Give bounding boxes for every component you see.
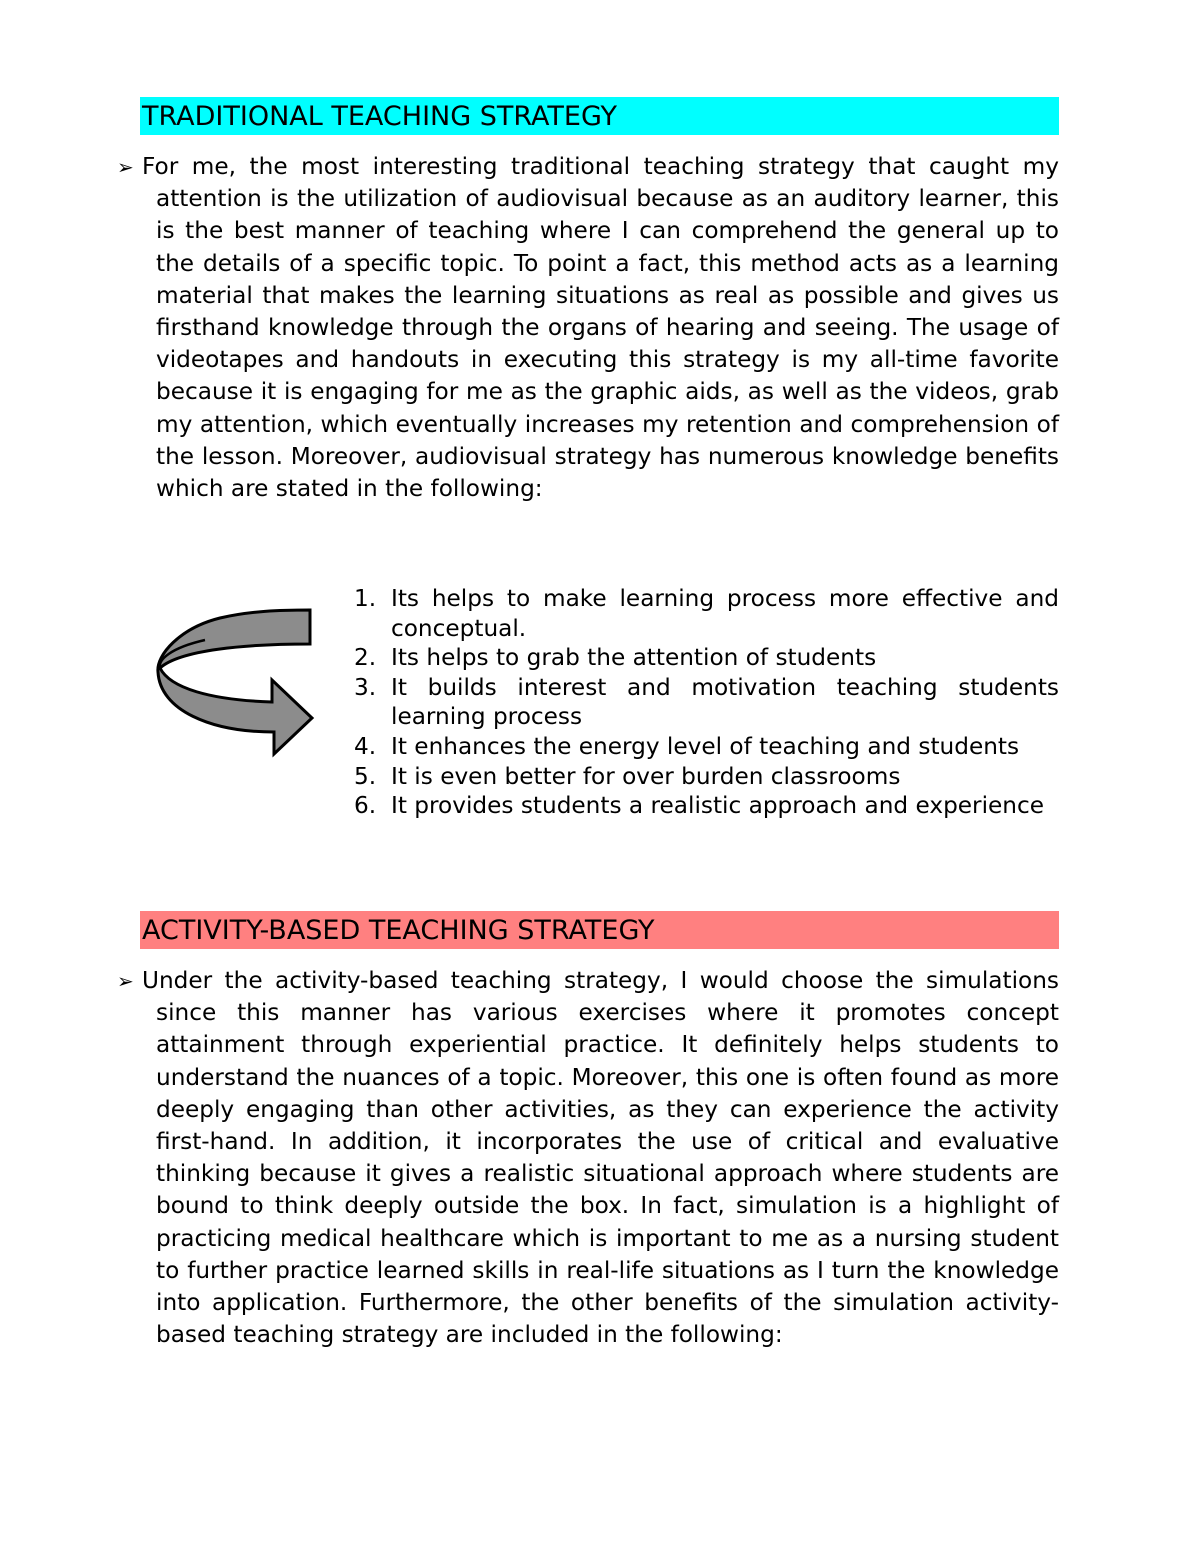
benefits-list — [350, 584, 1059, 821]
list-number: 2. — [354, 644, 377, 672]
list-item — [350, 791, 1059, 821]
list-number: 6. — [354, 792, 377, 820]
paragraph-traditional: For me, the most interesting traditional teaching strategy that caught my attention is the utilization of audiovisual because as an auditory learner, this is the best manner of teaching where I can comprehend the general up to the details of a specific topic. To point a fact, this method acts as a learning material that makes the learning situations as real as possible and gives us firsthand knowledge through the organs of hearing and seeing. The usage of videotapes and handouts in executing this strategy is my all-time favorite because it is engaging for me as the graphic aids, as well as the videos, grab my attention, which eventually increases my retention and comprehension of the lesson. Moreover, audiovisual strategy has numerous knowledge benefits which are stated in the following: — [142, 153, 1059, 503]
list-item-text: It enhances the energy level of teaching and students — [391, 732, 1020, 760]
list-number: 5. — [354, 762, 377, 790]
section-heading-traditional: TRADITIONAL TEACHING STRATEGY — [140, 97, 1059, 135]
list-item — [350, 732, 1059, 762]
arrowhead-bullet-icon: ➢ — [117, 155, 134, 179]
arrowhead-bullet-icon: ➢ — [117, 969, 134, 993]
list-item-text: It is even better for over burden classrooms — [391, 762, 901, 790]
list-item — [350, 762, 1059, 792]
section-heading-activity-based: ACTIVITY-BASED TEACHING STRATEGY — [140, 911, 1059, 949]
curved-arrow-shape — [158, 610, 312, 754]
list-item-text: Its helps to make learning process more effective and conceptual. — [391, 585, 1059, 642]
list-item — [350, 673, 1059, 732]
list-item-text: It builds interest and motivation teaching students learning process — [391, 673, 1059, 731]
list-item — [350, 643, 1059, 673]
curved-arrow-icon — [150, 600, 320, 760]
list-number: 4. — [354, 732, 377, 760]
list-item — [350, 584, 1059, 643]
bullet-paragraph-traditional — [117, 151, 1059, 505]
list-number: 1. — [354, 585, 377, 612]
paragraph-activity-based: Under the activity-based teaching strategy, I would choose the simulations since this manner has various exercises where it promotes concept attainment through experiential practice. It definitely helps students to understand the nuances of a topic. Moreover, this one is often found as more deeply engaging than other activities, as they can experience the activity first-hand. In addition, it incorporates the use of critical and evaluative thinking because it gives a realistic situational approach where students are bound to think deeply outside the box. In fact, simulation is a highlight of practicing medical healthcare which is important to me as a nursing student to further practice learned skills in real-life situations as I turn the knowledge into application. Furthermore, the other benefits of the simulation activity-based teaching strategy are included in the following: — [142, 967, 1059, 1349]
list-item-text: Its helps to grab the attention of students — [391, 644, 877, 672]
list-item-text: It provides students a realistic approach and experience — [391, 792, 1045, 820]
list-number: 3. — [354, 673, 377, 701]
bullet-paragraph-activity-based — [117, 965, 1059, 1351]
